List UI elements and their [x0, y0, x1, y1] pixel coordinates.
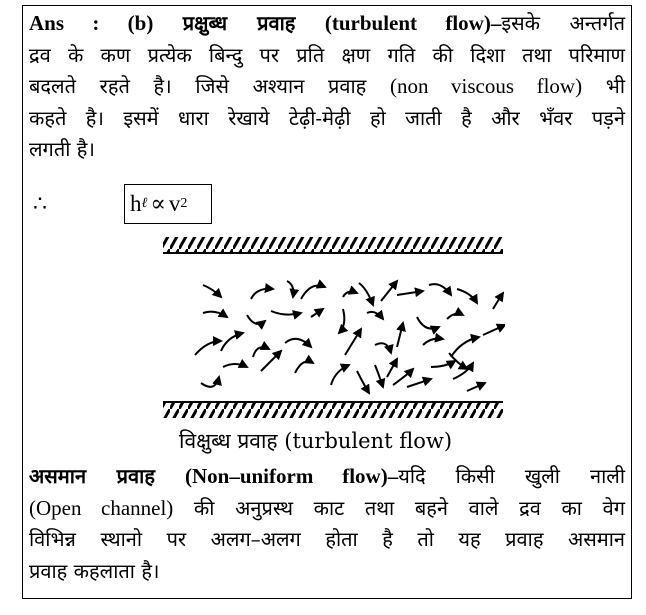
flow-arrow	[417, 317, 439, 329]
formula-rhs: v	[168, 191, 181, 216]
flow-arrow	[375, 343, 391, 353]
flow-arrow	[447, 314, 463, 319]
turbulent-flow-paragraph	[29, 8, 625, 166]
flow-arrow	[407, 379, 431, 387]
flow-arrow	[429, 284, 451, 295]
flow-arrow	[311, 309, 323, 317]
flow-arrow	[301, 286, 325, 300]
flow-arrow	[343, 292, 357, 297]
non-uniform-heading-english: (Non–uniform flow)–	[184, 464, 399, 488]
paragraph-line	[29, 8, 625, 40]
text-fragment: इसके अन्तर्गत	[501, 11, 625, 35]
flow-arrow	[345, 329, 361, 355]
flow-arrow	[221, 333, 243, 351]
flow-arrow	[457, 289, 477, 303]
paragraph-line: प्रवाह कहलाता है।	[29, 558, 160, 583]
flow-arrow	[483, 325, 505, 335]
flow-arrow	[261, 351, 281, 371]
paragraph-line: द्रव के कण प्रत्येक बिन्दु पर प्रति क्षण गति की दिशा तथा परिमाण	[29, 42, 625, 67]
flow-arrow	[285, 339, 311, 347]
flow-arrow	[359, 283, 373, 305]
turbulent-flow-diagram	[161, 233, 505, 425]
flow-arrow	[331, 365, 349, 385]
formula-box	[124, 184, 212, 224]
flow-arrow	[367, 312, 383, 319]
paragraph-line: लगती है।	[29, 137, 95, 161]
flow-arrow	[397, 323, 403, 347]
therefore-symbol: ∴	[33, 192, 47, 217]
flow-arrow	[493, 293, 503, 309]
english-term: (Open channel)	[29, 495, 174, 520]
flow-arrow	[423, 339, 443, 345]
flow-arrow	[431, 361, 455, 367]
paragraph-line: कहते है। इसमें धारा रेखाये टेढ़ी-मेढ़ी हो जाती है और भँवर पड़ने	[29, 105, 625, 130]
diagram-caption: विक्षुब्ध प्रवाह (turbulent flow)	[179, 429, 453, 453]
paragraph-line	[29, 461, 625, 493]
turbulent-heading-hindi: प्रक्षुब्ध प्रवाह	[182, 11, 296, 35]
turbulent-heading-english: (turbulent flow)–	[324, 11, 502, 35]
flow-arrow	[287, 281, 293, 297]
flow-arrow	[375, 365, 383, 387]
answer-frame	[22, 5, 632, 599]
formula-rhs-superscript: 2	[180, 196, 188, 211]
paragraph-line	[29, 71, 625, 103]
flow-arrow	[195, 341, 221, 355]
flow-arrow	[295, 361, 313, 373]
top-wall	[163, 237, 503, 253]
answer-label: Ans : (b)	[29, 11, 154, 35]
flow-arrow	[203, 312, 227, 317]
flow-arrow	[223, 364, 247, 367]
flow-arrow	[451, 337, 479, 357]
paragraph-line: विभिन्न स्थानो पर अलग–अलग होता है तो यह प्रवाह असमान	[29, 527, 625, 551]
text-fragment: की अनुप्रस्थ काट तथा बहने वाले द्रव का वेग	[193, 495, 625, 520]
text-fragment: भी	[605, 74, 626, 98]
flow-arrow	[271, 311, 301, 315]
formula-lhs-subscript: ℓ	[141, 196, 148, 211]
flow-arrow	[449, 353, 467, 369]
non-uniform-heading-hindi: असमान प्रवाह	[29, 464, 155, 488]
flow-arrow	[251, 289, 273, 299]
bottom-wall	[163, 402, 503, 418]
flow-arrow	[387, 359, 397, 377]
text-fragment: बदलते रहते है। जिसे अश्यान प्रवाह	[29, 74, 367, 98]
flow-arrow	[201, 377, 219, 387]
flow-arrow	[397, 291, 423, 295]
flow-arrow	[357, 371, 369, 393]
flow-arrow	[203, 285, 221, 297]
flow-arrow	[339, 309, 344, 333]
flow-arrow	[393, 369, 413, 385]
flow-arrow	[467, 383, 485, 391]
non-uniform-flow-paragraph	[29, 461, 625, 587]
proportional-symbol: ∝	[150, 191, 166, 216]
flow-arrow	[253, 347, 269, 357]
flow-arrows	[195, 281, 505, 393]
english-term: (non viscous flow)	[389, 74, 583, 98]
formula-lhs: h	[130, 191, 142, 216]
paragraph-line	[29, 493, 625, 525]
flow-arrow	[381, 281, 397, 301]
text-fragment: यदि किसी खुली नाली	[398, 464, 626, 488]
flow-arrow	[247, 315, 265, 324]
